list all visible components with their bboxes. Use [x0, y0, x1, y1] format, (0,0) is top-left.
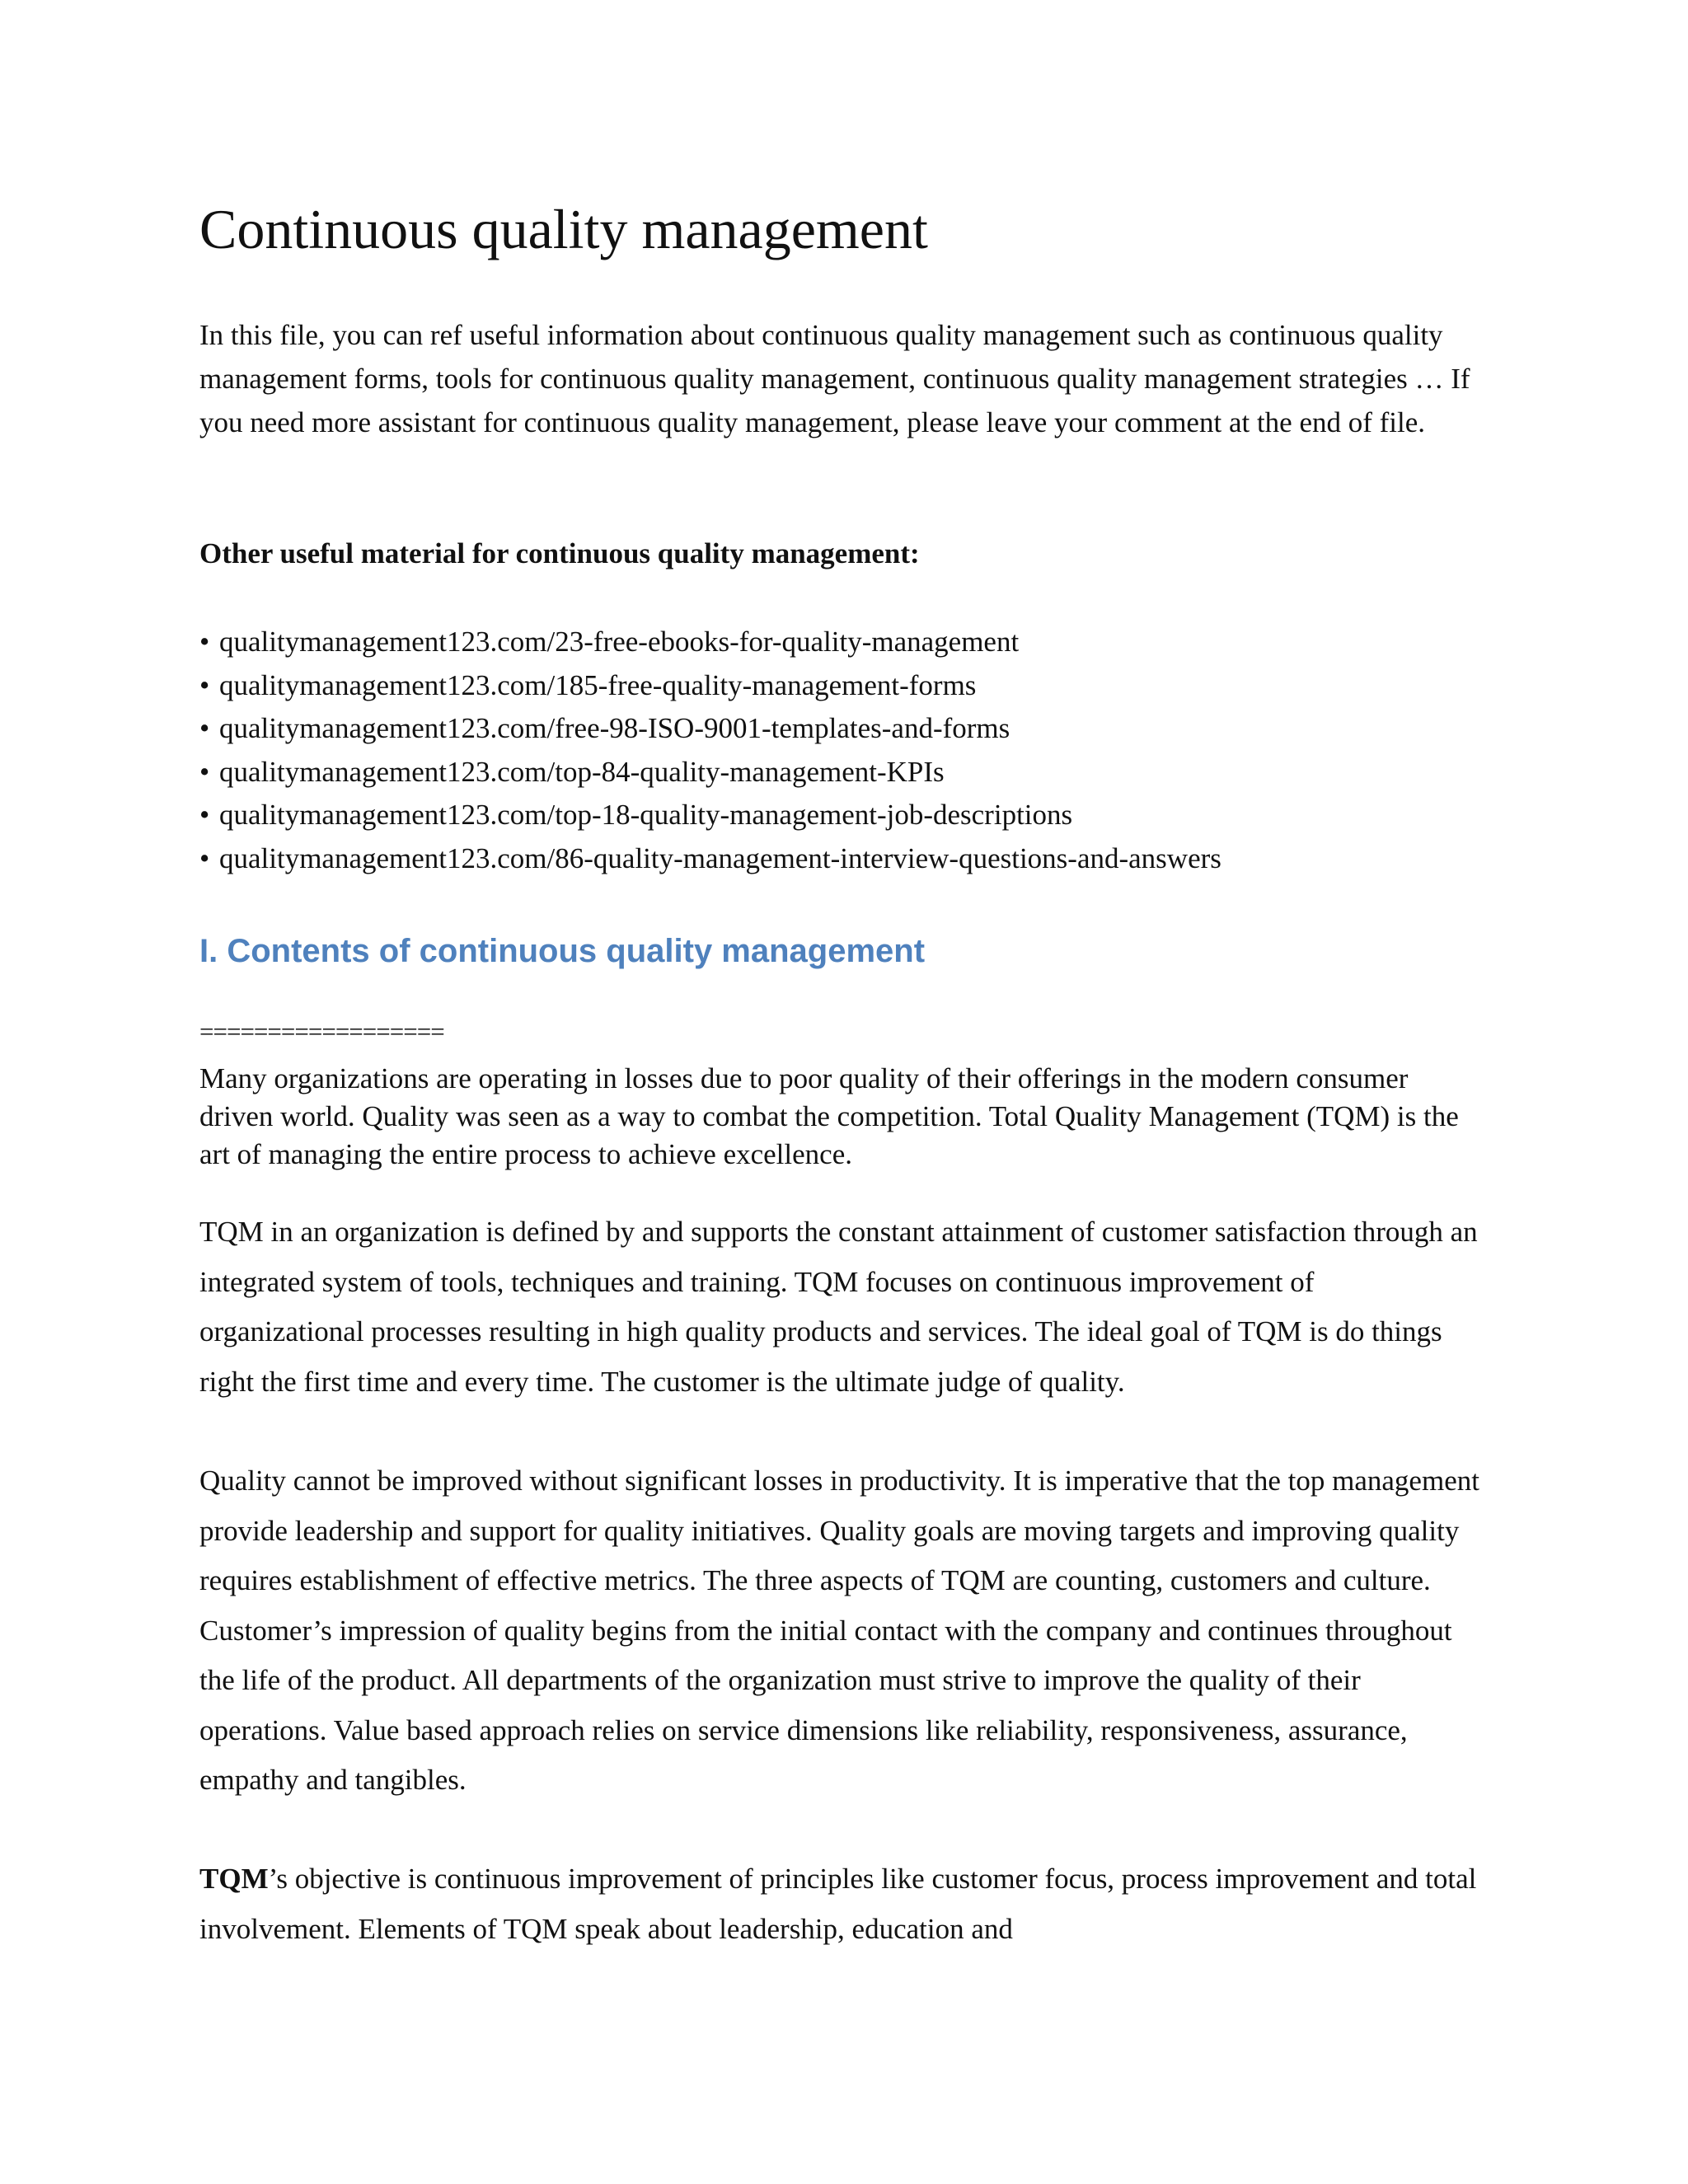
overview-paragraph: Many organizations are operating in losses due to poor quality of their offerings in the modern consumer driven world. Quality was seen as a way to combat the competition. Total Quality Management (TQM) is the art of managing the entire process to achieve excellence. — [199, 1062, 1459, 1170]
resource-link[interactable]: qualitymanagement123.com/86-quality-management-interview-questions-and-answers — [219, 841, 1221, 874]
bullet-icon: • — [199, 712, 210, 744]
quality-improvement-paragraph: Quality cannot be improved without significant losses in productivity. It is imperative that the top management provide leadership and support for quality initiatives. Quality goals are moving targets and improving quality requires establishment of effective metrics. The three aspects of TQM are counting, customers and culture. Customer’s impression of quality begins from the initial contact with the company and continues throughout the life of the product. All departments of the organization must strive to improve the quality of their operations. Value based approach relies on service dimensions like reliability, responsiveness, assurance, empathy and tangibles. — [199, 1465, 1479, 1796]
resource-link[interactable]: qualitymanagement123.com/185-free-quality-management-forms — [219, 668, 977, 701]
list-item[interactable] — [199, 751, 1221, 794]
list-item[interactable] — [199, 621, 1221, 664]
tqm-definition-paragraph: TQM in an organization is defined by and supports the constant attainment of customer satisfaction through an integrated system of tools, techniques and training. TQM focuses on continuous improvement of organizational processes resulting in high quality products and services. The ideal goal of TQM is do things right the first time and every time. The customer is the ultimate judge of quality. — [199, 1216, 1478, 1398]
bullet-icon: • — [199, 668, 210, 701]
separator-line: ================== — [199, 1017, 444, 1046]
tqm-bold-term: TQM — [199, 1863, 269, 1895]
resource-link[interactable]: qualitymanagement123.com/top-18-quality-management-job-descriptions — [219, 799, 1073, 831]
list-item[interactable] — [199, 837, 1221, 881]
bullet-icon: • — [199, 799, 210, 831]
list-item[interactable] — [199, 707, 1221, 751]
intro-paragraph: In this file, you can ref useful information about continuous quality management such as continuous quality management forms, tools for continuous quality management, continuous quality management strategies … If you need more assistant for continuous quality management, please leave your comment at the end of file. — [199, 319, 1470, 438]
bullet-icon: • — [199, 755, 210, 788]
bullet-icon: • — [199, 626, 210, 658]
resource-link-list — [199, 621, 1221, 880]
tqm-objective-text: ’s objective is continuous improvement of principles like customer focus, process improvement and total involvement. Elements of TQM speak about leadership, education and — [199, 1863, 1477, 1945]
section-heading: I. Contents of continuous quality management — [199, 933, 926, 969]
resource-link[interactable]: qualitymanagement123.com/free-98-ISO-9001-templates-and-forms — [219, 712, 1010, 744]
bullet-icon: • — [199, 841, 210, 874]
resource-link[interactable]: qualitymanagement123.com/top-84-quality-management-KPIs — [219, 755, 945, 788]
other-material-heading: Other useful material for continuous quality management: — [199, 537, 920, 569]
list-item[interactable] — [199, 794, 1221, 837]
list-item[interactable] — [199, 664, 1221, 708]
tqm-objective-paragraph — [199, 1854, 1485, 1954]
resource-link[interactable]: qualitymanagement123.com/23-free-ebooks-for-quality-management — [219, 626, 1020, 658]
page-title: Continuous quality management — [199, 198, 928, 260]
